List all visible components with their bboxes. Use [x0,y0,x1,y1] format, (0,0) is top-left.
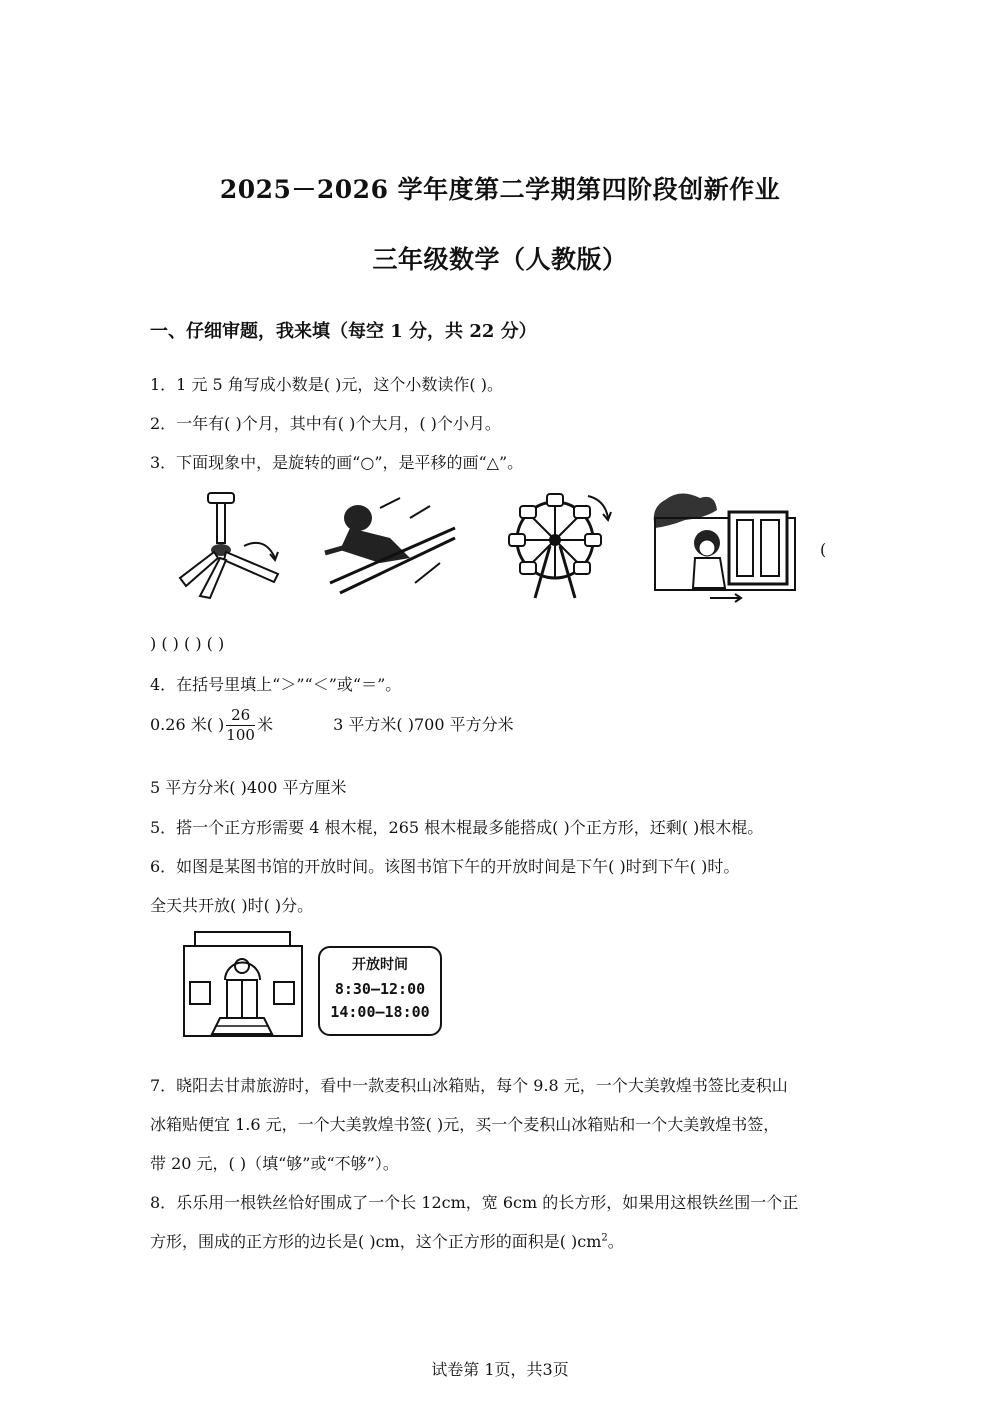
question-7-line-2: 冰箱贴便宜 1.6 元，一个大美敦煌书签( )元，买一个麦积山冰箱贴和一个大美敦煌书签， [150,1115,780,1134]
question-4-row-1 [150,706,514,745]
question-5: 5．搭一个正方形需要 4 根木棍，265 根木棍最多能搭成( )个正方形，还剩( )根木棍。 [150,818,764,837]
question-8-line-1: 8．乐乐用一根铁丝恰好围成了一个长 12cm，宽 6cm 的长方形，如果用这根铁丝围一个正 [150,1193,799,1212]
fraction-denominator: 100 [226,726,255,744]
section-1-heading: 一、仔细审题，我来填（每空 1 分，共 22 分） [150,321,537,342]
question-3-pictures [160,488,860,608]
sliding-window-image [645,488,805,606]
question-1: 1．1 元 5 角写成小数是( )元，这个小数读作( )。 [150,375,503,394]
question-3-answers: ) ( ) ( ) ( ) [150,634,225,653]
question-8-line-2 [150,1229,624,1252]
question-8-end: 。 [607,1232,624,1251]
opening-hours-heading: 开放时间 [352,957,408,973]
question-8-line-2-text: 方形，围成的正方形的边长是( )cm，这个正方形的面积是( )cm [150,1232,602,1251]
opening-hours-afternoon: 14:00—18:00 [330,1003,430,1021]
question-4a-left: 0.26 米( ) [150,715,225,734]
question-6-line-1: 6．如图是某图书馆的开放时间。该图书馆下午的开放时间是下午( )时到下午( )时。 [150,857,740,876]
library-building-image [180,930,310,1040]
ferris-wheel-image [500,488,620,603]
page-footer: 试卷第 1页，共3页 [431,1360,569,1379]
exam-title: 2025－2026 学年度第二学期第四阶段创新作业 [219,175,781,204]
library-hours-figure [180,930,450,1040]
question-6-line-2: 全天共开放( )时( )分。 [150,896,314,915]
question-4c: 5 平方分米( )400 平方厘米 [150,778,347,797]
skier-image [320,488,460,603]
question-3: 3．下面现象中，是旋转的画“○”，是平移的画“△”。 [150,453,524,472]
exam-subtitle: 三年级数学（人教版） [372,245,628,274]
question-4b: 3 平方米( )700 平方分米 [333,715,514,734]
question-4: 4．在括号里填上“＞”“＜”或“＝”。 [150,675,402,694]
question-7-line-3: 带 20 元，( )（填“够”或“不够”）。 [150,1154,399,1173]
question-2: 2．一年有( )个月，其中有( )个大月，( )个小月。 [150,414,501,433]
ceiling-fan-image [170,488,290,603]
opening-hours-morning: 8:30—12:00 [334,980,426,998]
question-4a-right: 米 [256,715,273,734]
question-7-line-1: 7．晓阳去甘肃旅游时，看中一款麦积山冰箱贴，每个 9.8 元，一个大美敦煌书签比麦积山 [150,1076,788,1095]
squared-superscript: 2 [601,1232,608,1244]
opening-hours-sign [318,946,442,1036]
fraction-numerator: 26 [226,706,255,726]
question-3-answer-paren: ( [820,540,827,559]
fraction [226,706,255,745]
